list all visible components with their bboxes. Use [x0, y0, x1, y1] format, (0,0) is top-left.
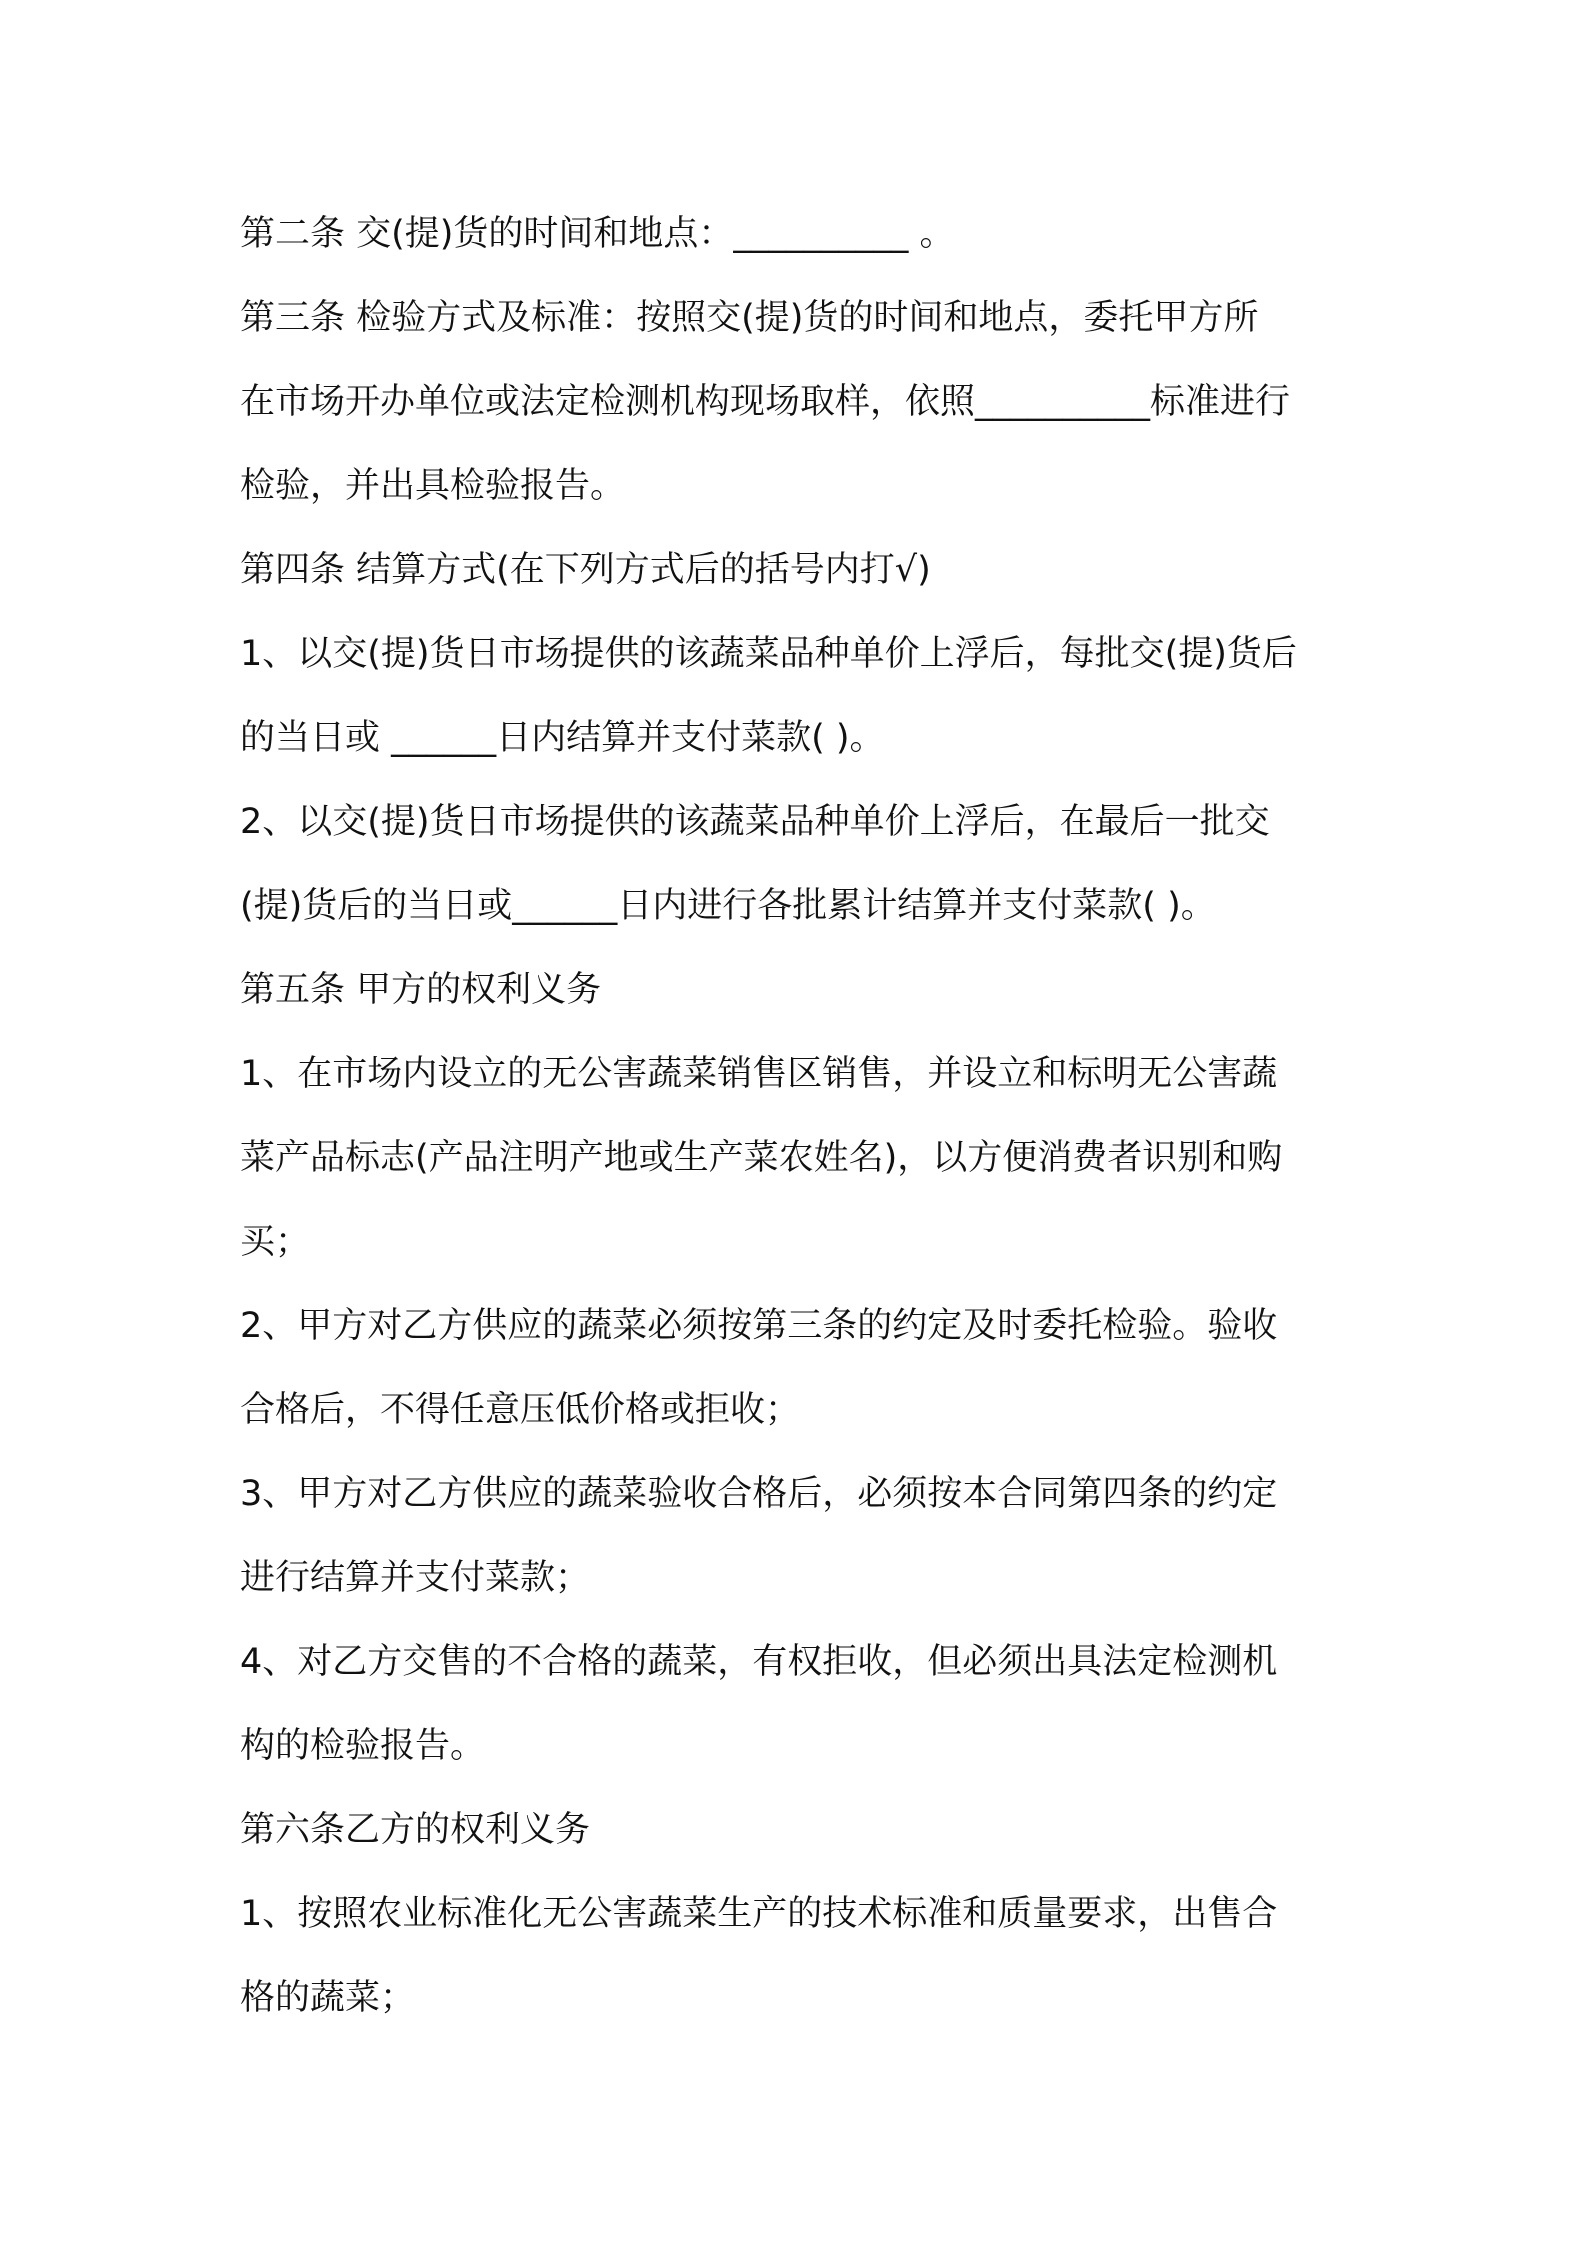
article-4-item-2-line-2: (提)货后的当日或______日内进行各批累计结算并支付菜款( )。: [240, 886, 1216, 926]
article-5-item-2-line-1: 2、甲方对乙方供应的蔬菜必须按第三条的约定及时委托检验。验收: [240, 1306, 1278, 1346]
article-6-item-1-line-1: 1、按照农业标准化无公害蔬菜生产的技术标准和质量要求，出售合: [240, 1894, 1278, 1934]
contract-body: [240, 192, 1360, 2040]
article-5-item-4-line-1: 4、对乙方交售的不合格的蔬菜，有权拒收，但必须出具法定检测机: [240, 1642, 1278, 1682]
article-3-inspection-line-1: 第三条 检验方式及标准：按照交(提)货的时间和地点，委托甲方所: [240, 298, 1259, 338]
article-4-settlement-heading: 第四条 结算方式(在下列方式后的括号内打√): [240, 550, 931, 590]
article-3-inspection-line-2: 在市场开办单位或法定检测机构现场取样，依照__________标准进行: [240, 382, 1291, 422]
article-5-item-3-line-2: 进行结算并支付菜款；: [240, 1558, 591, 1598]
article-6-item-1-line-2: 格的蔬菜；: [240, 1978, 416, 2018]
article-4-item-1-line-1: 1、以交(提)货日市场提供的该蔬菜品种单价上浮后，每批交(提)货后: [240, 634, 1297, 674]
article-6-heading: 第六条乙方的权利义务: [240, 1810, 591, 1850]
article-5-item-1-line-1: 1、在市场内设立的无公害蔬菜销售区销售，并设立和标明无公害蔬: [240, 1054, 1278, 1094]
article-2-delivery: 第二条 交(提)货的时间和地点：__________ 。: [240, 214, 955, 254]
article-5-item-1-line-2: 菜产品标志(产品注明产地或生产菜农姓名)，以方便消费者识别和购: [240, 1138, 1283, 1178]
article-5-item-2-line-2: 合格后，不得任意压低价格或拒收；: [240, 1390, 801, 1430]
article-4-item-1-line-2: 的当日或 ______日内结算并支付菜款( )。: [240, 718, 885, 758]
article-5-heading: 第五条 甲方的权利义务: [240, 970, 602, 1010]
article-5-item-4-line-2: 构的检验报告。: [240, 1726, 486, 1766]
article-5-item-1-line-3: 买；: [240, 1222, 311, 1262]
article-5-item-3-line-1: 3、甲方对乙方供应的蔬菜验收合格后，必须按本合同第四条的约定: [240, 1474, 1278, 1514]
article-4-item-2-line-1: 2、以交(提)货日市场提供的该蔬菜品种单价上浮后，在最后一批交: [240, 802, 1270, 842]
article-3-inspection-line-3: 检验，并出具检验报告。: [240, 466, 626, 506]
